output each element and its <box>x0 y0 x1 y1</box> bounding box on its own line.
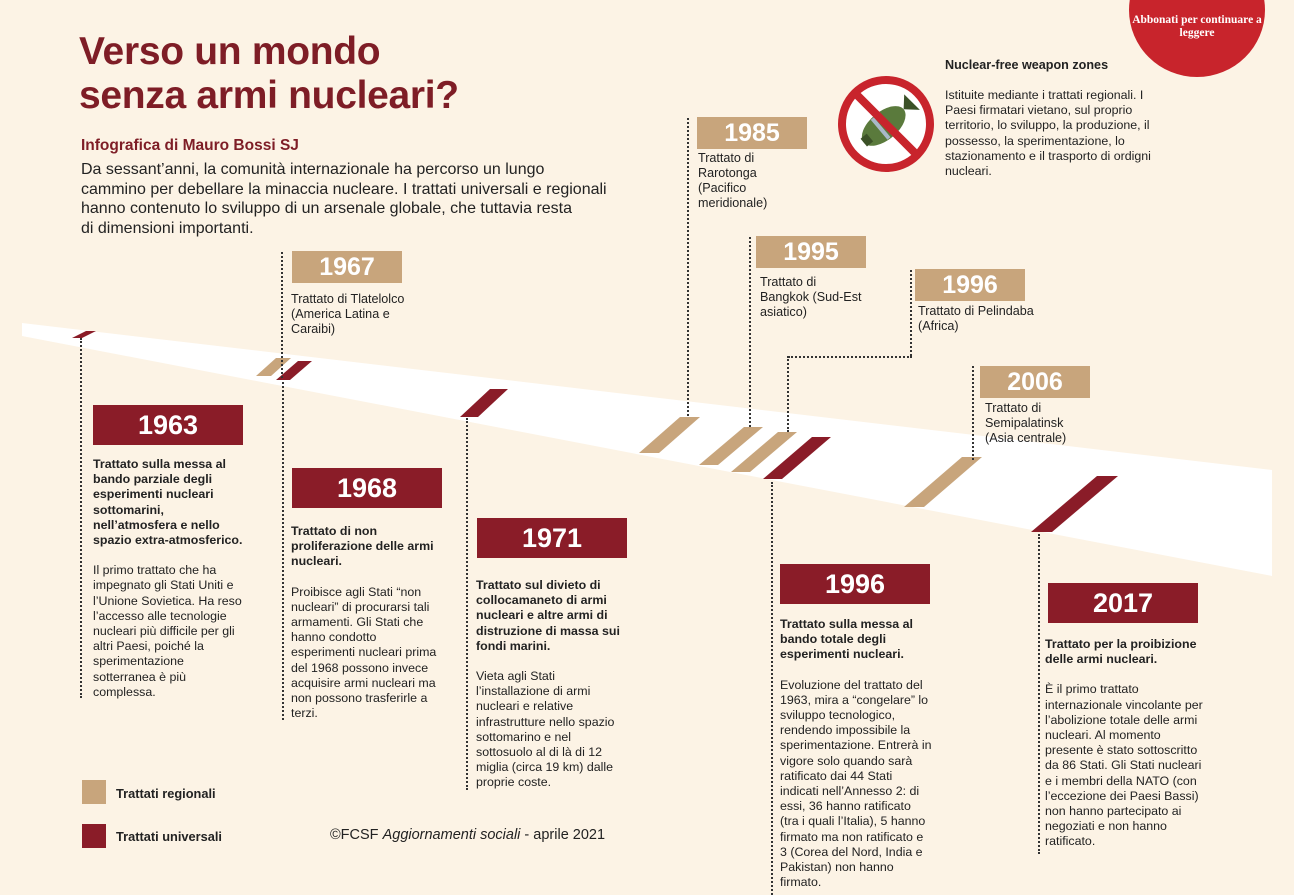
treaty-name: Trattato per la proibizione delle armi nucleari. <box>1045 637 1197 667</box>
connector-1996r-low <box>787 356 789 432</box>
treaty-name: Trattato sulla messa al bando totale degli esperimenti nucleari. <box>780 617 913 662</box>
connector-1996r-top <box>910 270 912 356</box>
universal-year-1996: 1996 <box>780 564 930 604</box>
regional-year-1985: 1985 <box>697 117 807 149</box>
intro-line: Da sessant’anni, la comunità internazionale ha percorso un lungo <box>81 161 545 178</box>
treaty-name: Trattato di non proliferazione delle armi nucleari. <box>291 524 434 569</box>
treaty-description: Proibisce agli Stati “non nucleari” di procurarsi tali armamenti. Gli Stati che hanno condotto esperimenti nucleari prima del 1968 possono invece acquisire armi nucleari ma non possono trasferirle a terzi. <box>291 584 437 721</box>
regional-text-1967: Trattato di Tlatelolco (America Latina e Caraibi) <box>291 292 405 336</box>
treaty-name: Trattato sulla messa al bando parziale degli esperimenti nucleari sottomarini, nell’atmosfera e nello spazio extra-atmosferico. <box>93 457 243 548</box>
credit-prefix: ©FCSF <box>330 827 383 843</box>
credit-line <box>330 827 605 843</box>
connector-1963 <box>80 338 82 698</box>
legend-regional-label: Trattati regionali <box>116 786 216 801</box>
connector-1968 <box>282 382 284 720</box>
universal-text-1963 <box>93 457 243 700</box>
regional-text-1996: Trattato di Pelindaba (Africa) <box>918 304 1034 333</box>
connector-2017 <box>1038 534 1040 854</box>
legend-universal-swatch <box>82 824 106 848</box>
byline: Infografica di Mauro Bossi SJ <box>81 137 299 154</box>
treaty-name: Trattato sul divieto di collocamaneto di armi nucleari e altre armi di distruzione di massa sui fondi marini. <box>476 578 620 653</box>
regional-text-1985: Trattato di Rarotonga (Pacifico meridionale) <box>698 151 768 210</box>
universal-text-1971 <box>476 578 624 791</box>
treaty-description: Vieta agli Stati l’installazione di armi nucleari e relative infrastrutture nello spazio sottomarino e nel sottosuolo al di là di 12 miglia (circa 19 km) dalle proprie coste. <box>476 669 615 790</box>
page-title <box>79 30 459 118</box>
universal-text-1968 <box>291 524 441 721</box>
regional-year-1996: 1996 <box>915 269 1025 301</box>
credit-publication: Aggiornamenti sociali <box>382 827 521 843</box>
nuclear-free-zones-title: Nuclear-free weapon zones <box>945 58 1109 72</box>
credit-suffix: - aprile 2021 <box>520 827 606 843</box>
connector-1971 <box>466 418 468 790</box>
universal-year-1963: 1963 <box>93 405 243 445</box>
connector-1996r-h <box>788 356 912 358</box>
universal-year-1968: 1968 <box>292 468 442 508</box>
nuclear-free-zones-text: Istituite mediante i trattati regionali. I Paesi firmatari vietano, sul proprio territorio, lo sviluppo, la produzione, il possesso, la sperimentazione, lo stazionamento e il trasporto di ordigni nucleari. <box>945 88 1151 179</box>
title-line-1: Verso un mondo <box>79 30 381 73</box>
regional-year-1967: 1967 <box>292 251 402 283</box>
regional-year-1995: 1995 <box>756 236 866 268</box>
universal-text-1996 <box>780 617 932 890</box>
treaty-description: Evoluzione del trattato del 1963, mira a “congelare” lo sviluppo tecnologico, rendendo impossibile la sperimentazione. Entrerà in vigore solo quando sarà ratificato dai 44 Stati indicati nell’Annesso 2: di essi, 36 hanno ratificato (tra i quali l’Italia), 5 hanno firmato ma non ratificato e 3 (Corea del Nord, India e Pakistan) non hanno firmato. <box>780 677 932 890</box>
treaty-description: È il primo trattato internazionale vincolante per l’abolizione totale delle armi nucleari. Al momento presente è stato sottoscritto da 86 Stati. Gli Stati nucleari e i membri della NATO (con l’eccezione dei Paesi Bassi) non hanno partecipato ai negoziati e non hanno ratificato. <box>1045 682 1203 849</box>
universal-year-1971: 1971 <box>477 518 627 558</box>
legend-regional-swatch <box>82 780 106 804</box>
title-line-2: senza armi nucleari? <box>79 74 459 117</box>
intro-text <box>81 160 641 238</box>
treaty-description: Il primo trattato che ha impegnato gli Stati Uniti e l’Unione Sovietica. Ha reso l’accesso alle tecnologie nucleari più difficile per gli altri Paesi, poiché la sperimentazione sotterranea è più complessa. <box>93 563 242 699</box>
intro-line: cammino per debellare la minaccia nucleare. I trattati universali e regionali <box>81 180 607 198</box>
connector-1985 <box>687 118 689 416</box>
connector-1995 <box>749 237 751 427</box>
intro-line: di dimensioni importanti. <box>81 219 254 237</box>
regional-year-2006: 2006 <box>980 366 1090 398</box>
regional-text-2006: Trattato di Semipalatinsk (Asia centrale) <box>985 401 1067 445</box>
legend-universal-label: Trattati universali <box>116 829 222 844</box>
connector-2006 <box>972 366 974 460</box>
connector-1996u <box>771 482 773 895</box>
subscribe-badge-label: Abbonati per continuare a leggere <box>1132 14 1262 39</box>
universal-year-2017: 2017 <box>1048 583 1198 623</box>
intro-line: hanno contenuto lo sviluppo di un arsenale globale, che tuttavia resta <box>81 200 573 217</box>
regional-text-1995: Trattato di Bangkok (Sud-Est asiatico) <box>760 275 862 319</box>
universal-text-2017 <box>1045 637 1205 850</box>
connector-1967 <box>281 252 283 378</box>
no-nuclear-bomb-icon <box>837 75 935 173</box>
